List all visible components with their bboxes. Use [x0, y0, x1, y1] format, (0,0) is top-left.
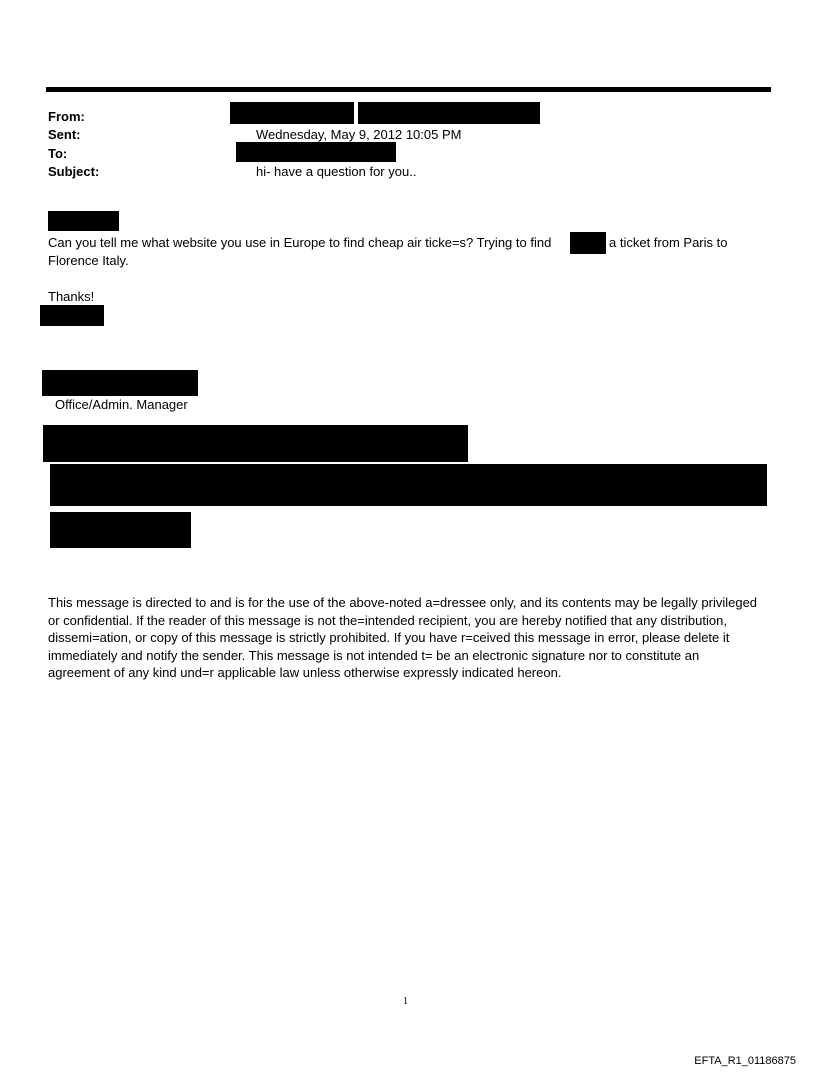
bates-number: EFTA_R1_01186875 [694, 1055, 796, 1067]
redaction-to [236, 142, 396, 162]
disclaimer-text: This message is directed to and is for the use of the above-noted a=dressee only, and its contents may be legally privileged or confidential. If the reader of this message is not the=intended recipient, you are hereby notified that any distribution, dissemi=ation, or copy of this message is strictly prohibited. If you have r=ceived this message in error, please delete it immediately and notify the sender. This message is not intended t= be an electronic signature nor to constitute an agreement of any kind und=r applicable law unless otherwise expressly indicated hereon. [48, 595, 758, 680]
redaction-signature-block-2 [50, 464, 767, 506]
redaction-signature-block-1 [43, 425, 468, 462]
from-label: From: [48, 109, 85, 124]
to-label: To: [48, 146, 68, 161]
redaction-sender-name [40, 305, 104, 326]
thanks-line: Thanks! [48, 289, 95, 304]
subject-value: hi- have a question for you.. [256, 164, 417, 179]
subject-label: Subject: [48, 164, 100, 179]
body-line-2: Florence Italy. [48, 253, 129, 268]
page-number: 1 [403, 996, 408, 1007]
redaction-signature-name [42, 370, 198, 396]
header-rule [46, 87, 771, 92]
body-line-1-end: a ticket from Paris to [609, 235, 728, 250]
sent-value: Wednesday, May 9, 2012 10:05 PM [256, 127, 462, 142]
redaction-from-email [358, 102, 540, 124]
signature-title: Office/Admin. Manager [55, 397, 188, 412]
body-line-1-start: Can you tell me what website you use in Europe to find cheap air ticke=s? Trying to find [48, 235, 552, 250]
redaction-inline [570, 232, 606, 254]
redaction-signature-block-3 [50, 512, 191, 548]
redaction-from-name [230, 102, 354, 124]
redaction-greeting [48, 211, 119, 231]
sent-label: Sent: [48, 127, 81, 142]
